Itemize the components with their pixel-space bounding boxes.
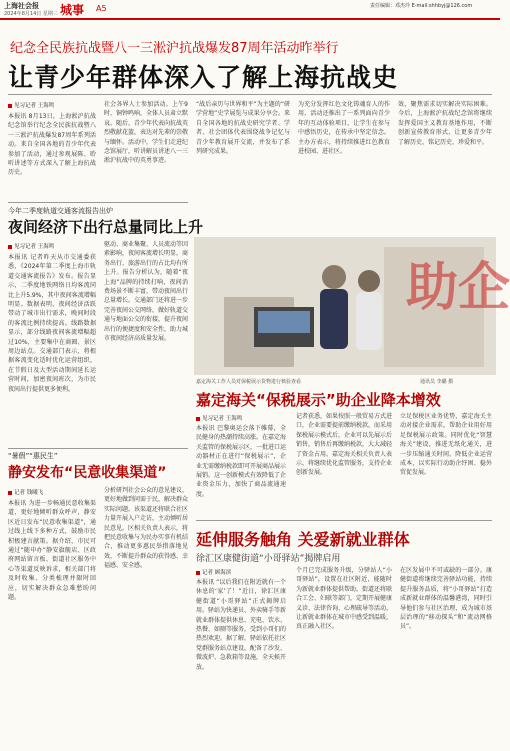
story4-col-2: 记者获悉，如果按照一般贸易方式进口，企业需要提前缴纳税款，而采用保税展示模式后，企业可以先展示后销售，销售后再缴纳税款，大大减轻了资金占用。嘉定海关相关负责人表示，将继续优化监管服务，支持企业创新发展。 (296, 413, 393, 477)
story5-col-1: 本报讯 “以后我们在附近就有一个休息的‘家’了！”近日，徐汇区康健街道“小哥驿站”正式揭牌启用。驿站为快递员、外卖骑手等新就业群体提供休息、充电、饮水、热餐、如厕等服务，受到小哥们的热烈欢迎。据了解，驿站依托社区党群服务站点建设，配备了沙发、微波炉、急救箱等设施，全天候开放。 (196, 579, 287, 671)
editor-info: 责任编辑：邓杰玲 E-mail:shhbyj@126.com (370, 3, 473, 9)
photo-watermark: 助企 (406, 258, 510, 318)
bullet-icon (196, 571, 200, 575)
story5-subheadline: 徐汇区康健街道“小哥驿站”揭牌启用 (196, 554, 341, 564)
story2-col-1: 本报讯 记者昨天从市交通委获悉，《2024年第二季度上海市轨道交通客流报告》发布。报告显示，二季度地铁网络日均客流同比上升5.9%，其中夜间客流增幅明显。数据表明，夜间经济活跃带动了城市出行需求，晚间时段的客流比例持续提高。线路数据显示，部分线路夜间客流增幅超过10%，主要集中在商圈、景区周边站点。交通部门表示，将根据客流变化适时优化运营组织，在节假日及大型活动期间延长运营时间，加密夜间班次，为市民夜间出行提供更多便利。 (8, 254, 96, 393)
story3-headline: 静安发布“民意收集渠道” (8, 465, 167, 481)
photo-caption: 嘉定海关工作人员对保税展示货物进行核验查看 (196, 379, 302, 385)
story2-col-2: 驱动、商业集聚、人员流动等因素影响，夜间客流增长明显，商务出行、旅游出行的占比均有所上升。报告分析认为，随着“夜上海”品牌的持续打响，夜间消费场景不断丰富，带动夜间出行总量增长。交通部门还将进一步完善夜间公交网络，做好轨道交通与地面公交的衔接，提升夜间出行的便捷度和安全性，助力城市夜间经济高质量发展。 (104, 241, 189, 343)
story4-headline: 嘉定海关“保税展示”助企业降本增效 (196, 391, 441, 409)
bullet-icon (8, 491, 12, 495)
story3-col-1: 本报讯 为进一步畅通民意收集渠道，更好地倾听群众呼声，静安区近日发布“民意收集渠道”，通过线上线下多种方式，鼓励市民积极建言献策。据介绍，市民可通过“随申办”静安旗舰店、区政府网站留言板、街道社区服务中心等渠道反映诉求，相关部门将及时收集、分类梳理并限时回应，切实解决群众急难愁盼问题。 (8, 500, 96, 602)
story2-headline: 夜间经济下出行总量同比上升 (8, 218, 204, 236)
story5-col-3: 在区发展中不可或缺的一部分。康健街道将继续完善驿站功能，持续提升服务品质，将“小哥驿站”打造成新就业群体的温馨港湾，同时引导他们参与社区治理，成为城市基层治理的“移动探头”和“流动网格员”。 (400, 567, 492, 631)
divider (8, 202, 188, 203)
story4-col-3: 立足保税区业务优势，嘉定海关主动对接企业需求，帮助企业用好用足保税展示政策。同时优化“智慧海关”建设，推进无纸化通关，进一步压缩通关时间，降低企业运营成本，以实际行动助企纾困、稳外贸促发展。 (400, 413, 492, 477)
bullet-icon (8, 245, 12, 249)
bullet-icon (8, 104, 12, 108)
bullet-icon (196, 417, 200, 421)
top-headline: 让青少年群体深入了解上海抗战史 (8, 63, 399, 92)
story4-byline: 见习记者 王海鸣 (196, 414, 242, 422)
section-name: 城事 (60, 3, 85, 17)
photo-credit: 通讯员 李璐 摄 (420, 379, 454, 385)
divider (8, 94, 492, 95)
top-kicker: 纪念全民族抗战暨八一三淞沪抗战爆发87周年活动昨举行 (10, 41, 339, 56)
top-col-1: 本报讯 8月13日，上海淞沪抗战纪念馆举行纪念全民族抗战暨八一三淞沪抗战爆发87周年系列活动。来自全国各地的青少年代表参加了活动，通过参观展陈、聆听讲述等方式深入了解上海抗战历史。 (8, 113, 96, 177)
page-number: A5 (96, 4, 107, 13)
story3-byline: 记者 钱曦飞 (8, 488, 43, 496)
story2-byline: 见习记者 王海鸣 (8, 242, 54, 250)
issue-date: 2024年8月14日 星期三 (4, 11, 58, 17)
story2-kicker: 今年二季度轨道交通客流报告出炉 (8, 207, 113, 215)
newspaper-name: 上海社会报 (4, 2, 39, 10)
story4-col-1: 本报讯 巴黎奥运会落下帷幕，全民健身的热潮持续高涨。在嘉定海关监管的保税展示区，一批进口运动器材正在进行“保税展示”，企业无需缴纳税款即可开展商品展示展销。这一创新模式有效降低了企业资金压力，加快了商品流通速度。 (196, 425, 287, 498)
story5-col-2: 个月已完成服务升级，分驿站人“小哥驿站”，设置在社区附近，能随时为新就业群体提供帮助。街道还将联合工会、妇联等部门，定期开展健康义诊、法律咨询、心理疏导等活动，让新就业群体在城市中感受到温暖，真正融入社区。 (296, 567, 393, 631)
top-col-4: 为充分发挥红色文化铸魂育人的作用，活动还推出了一系列面向青少年的互动体验项目，让学生在参与中感悟历史，在传承中坚定信念。主办方表示，将持续推进红色教育进校园、进社区。 (298, 101, 390, 156)
divider (8, 448, 188, 449)
story5-byline: 记者 顾海滨 (196, 568, 231, 576)
top-byline: 见习记者 王海鸣 (8, 101, 54, 109)
top-col-3: “战后亲历与世界和平”为主题的“研学营地”史学展览与成果分享会。来自全国各地的抗战史研究学者、学者、社会团体代表围绕战争记忆与青少年教育展开交流，并发布了系列研究成果。 (196, 101, 290, 156)
story3-col-2: 分析研判社会公众的意见建议，更好地做到问需于民，解决群众实际问题。该渠道还将联合社区力量开展入户走访，主动倾听居民意见。区相关负责人表示，将把民意收集与为民办实事有机结合，推动更多惠民举措落地见效，不断提升群众的获得感、幸福感、安全感。 (104, 487, 189, 570)
top-col-5: 效，聚焦需求切实解决实际困难。今后，上海淞沪抗战纪念馆将继续发挥爱国主义教育基地作用，不断创新宣传教育形式，让更多青少年了解历史、铭记历史、珍爱和平。 (398, 101, 492, 146)
top-col-2: 社会各界人士参加活动。上午9时，铜钟鸣响，全体人员肃立默哀。随后，青少年代表向抗战英烈敬献花篮，表达对先辈的崇敬与缅怀。活动中，学生们走进纪念馆展厅，听讲解员讲述八一三淞沪抗战中的英勇事迹。 (104, 101, 189, 165)
story3-kicker: “暑假”“惠民生” (8, 452, 58, 460)
divider (196, 520, 492, 521)
story5-headline: 延伸服务触角 关爱新就业群体 (196, 530, 410, 549)
news-photo (194, 237, 510, 375)
